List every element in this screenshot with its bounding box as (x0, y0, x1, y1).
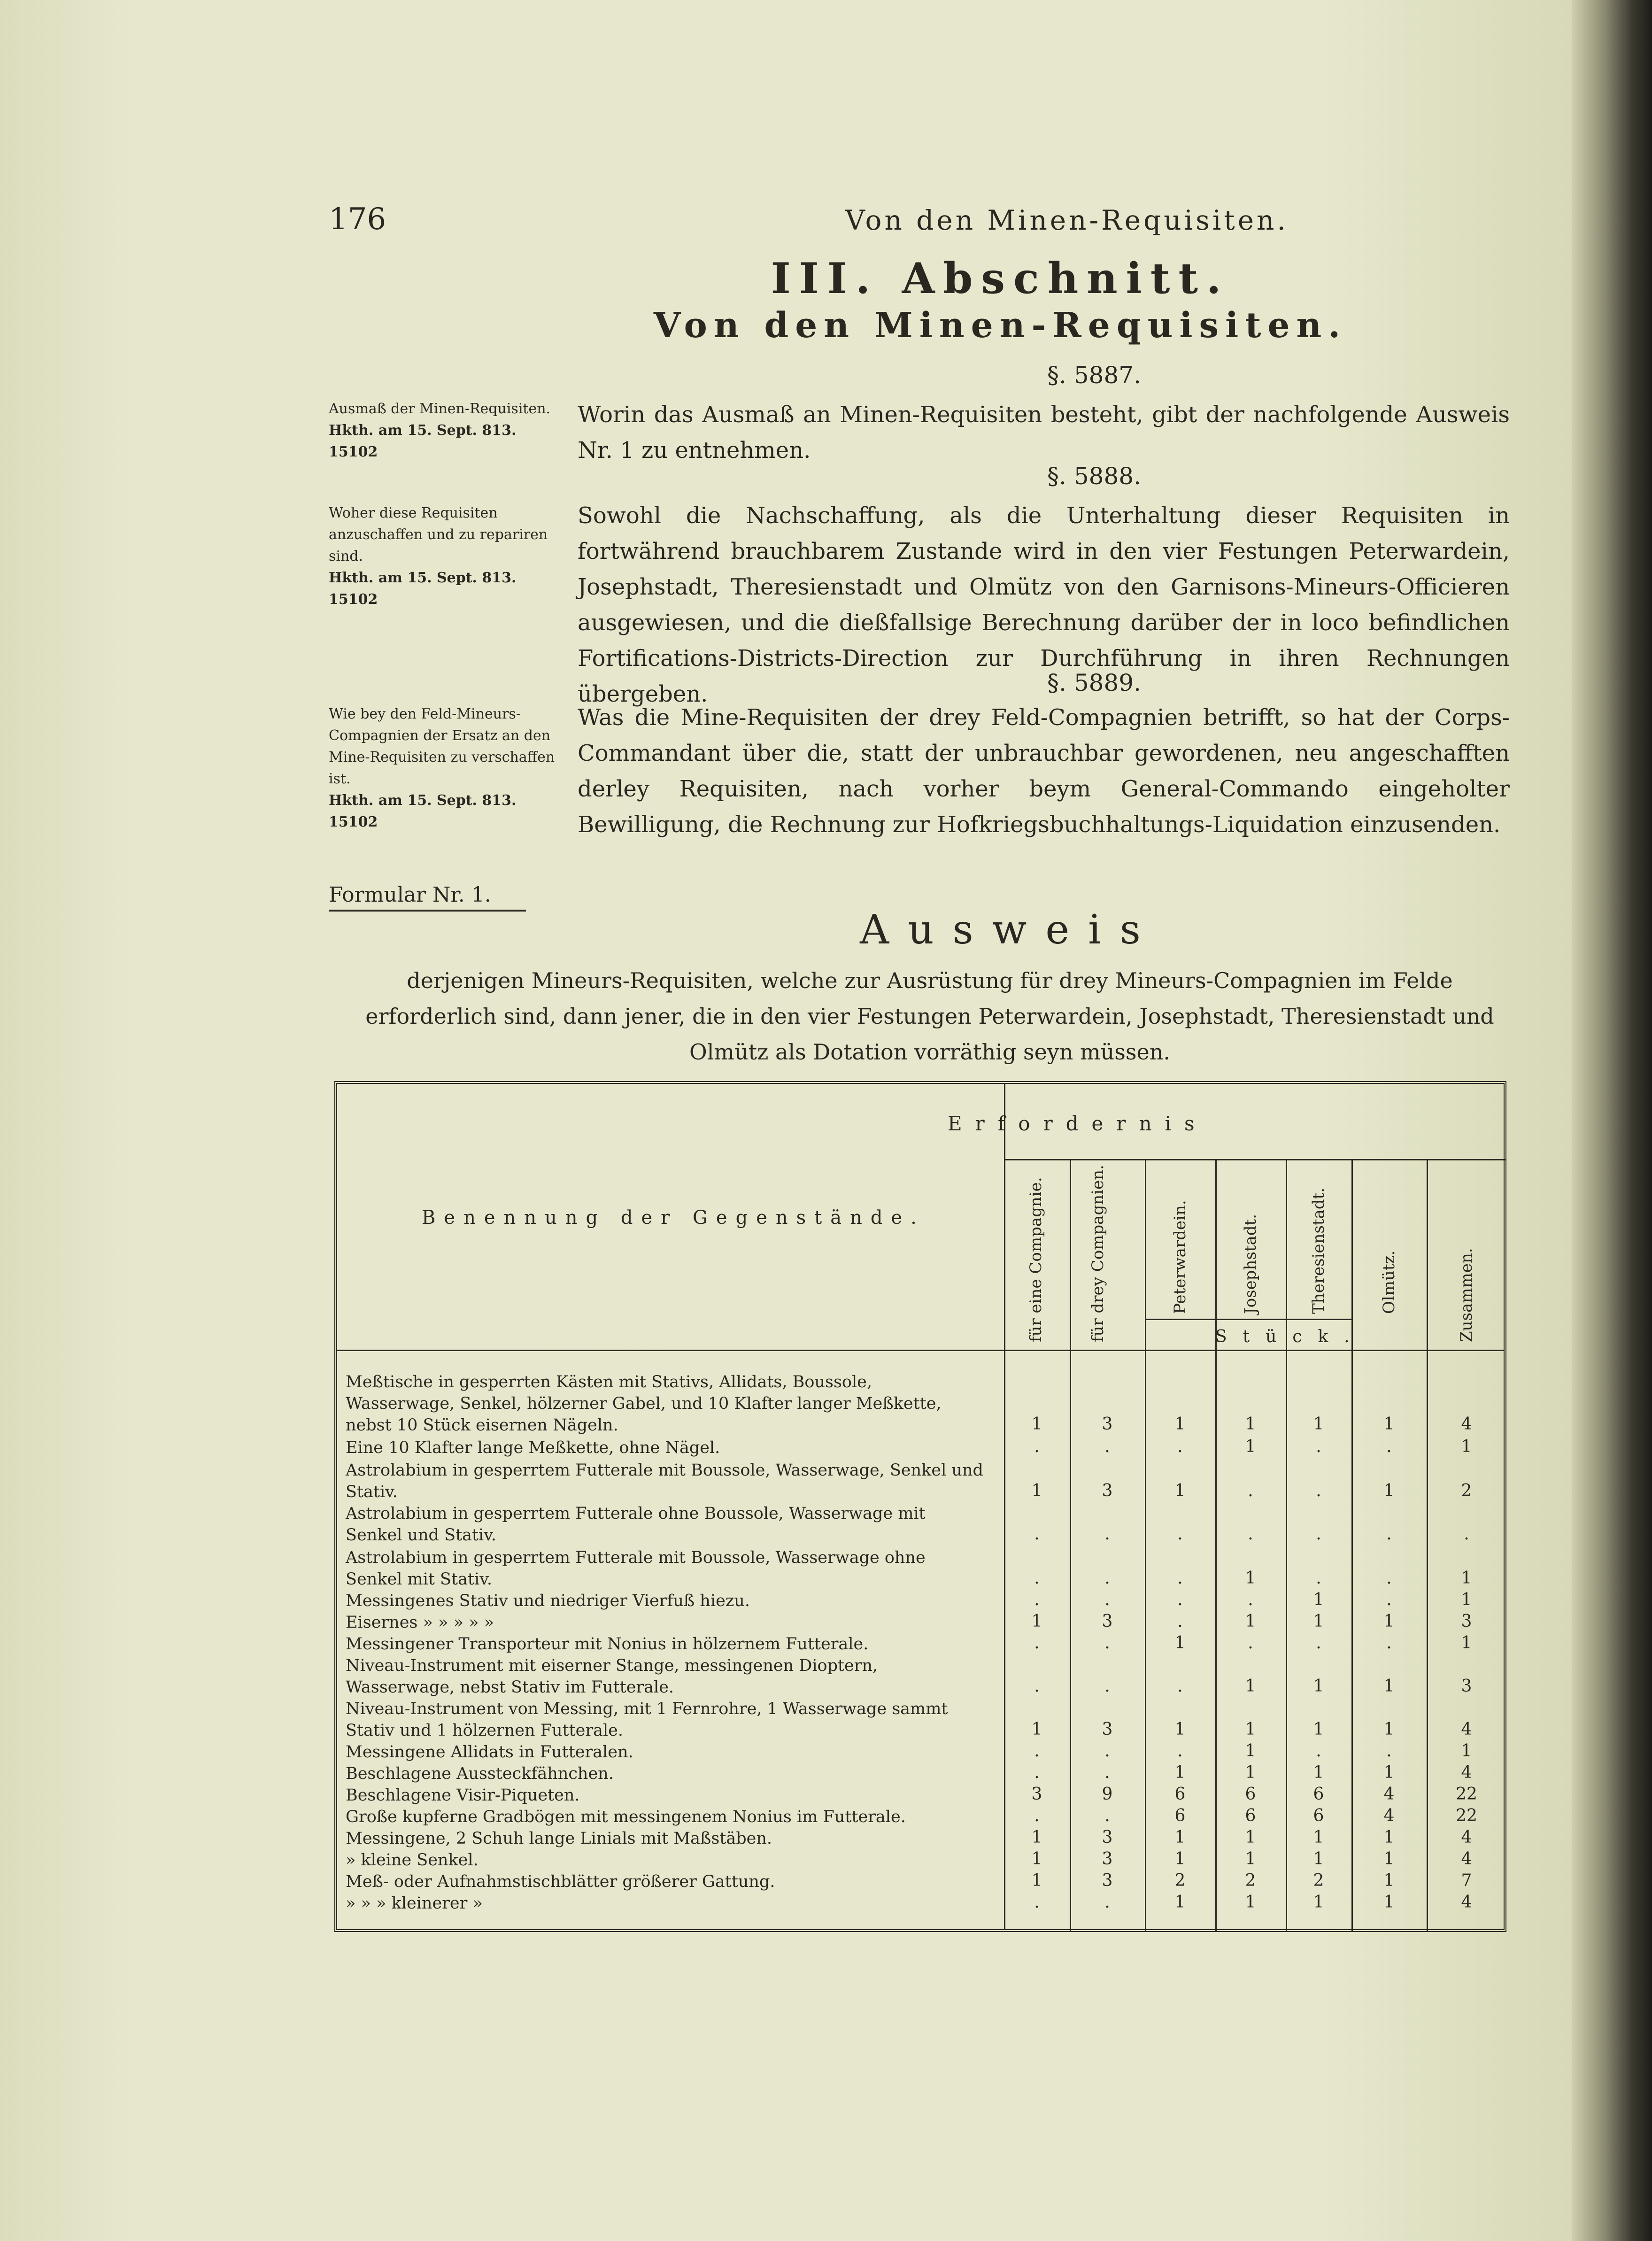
row-label: Große kupferne Gradbögen mit messingenem Nonius im Futterale. (346, 1808, 906, 1826)
row-value: . (1034, 1763, 1040, 1782)
row-value: 1 (1313, 1763, 1324, 1782)
row-value: 1 (1174, 1828, 1186, 1847)
col-header: Zusammen. (1457, 1248, 1476, 1342)
row-label: » » » kleinerer » (346, 1894, 483, 1913)
row-value: 1 (1383, 1677, 1395, 1696)
header-erfordernis: Erfordernis (948, 1112, 1208, 1135)
row-value: 2 (1461, 1481, 1472, 1500)
side-note-reference: Hkth. am 15. Sept. 813. 15102 (329, 792, 517, 830)
row-value: 1 (1383, 1763, 1395, 1782)
row-value: 6 (1245, 1806, 1256, 1825)
row-value: . (1386, 1590, 1392, 1609)
col-header: Olmütz. (1380, 1250, 1398, 1314)
row-value: 1 (1245, 1677, 1256, 1696)
row-value: 3 (1102, 1481, 1113, 1500)
col-divider (1215, 1159, 1217, 1932)
row-value: 1 (1313, 1677, 1324, 1696)
row-value: . (1177, 1612, 1183, 1631)
header-rule (337, 1350, 1504, 1351)
row-value: . (1104, 1524, 1110, 1544)
row-value: 6 (1313, 1785, 1324, 1804)
row-value: . (1316, 1569, 1321, 1588)
row-value: 1 (1383, 1828, 1395, 1847)
section-title: III. Abschnitt. (771, 254, 1230, 303)
paragraph-text: Sowohl die Nachschaffung, als die Unterhaltung dieser Requisiten in fortwährend brauchbarem Zustande wird in den vier Festungen Peterwardein, Josephstadt, Theresienstadt und Olmütz von den Garnisons-Mineurs-Officieren ausgewiesen, und die dießfallsige Berechnung darüber der in loco befindlichen Fortifications-Districts-Direction zur Durchführung in ihren Rechnungen übergeben. (578, 502, 1510, 707)
row-value: 3 (1461, 1612, 1472, 1631)
row-value: . (1104, 1437, 1110, 1456)
row-value: . (1177, 1677, 1183, 1696)
row-value: . (1316, 1437, 1321, 1456)
side-note (329, 398, 564, 463)
row-value: . (1104, 1806, 1110, 1825)
row-value: . (1177, 1590, 1183, 1609)
col-header: für eine Compagnie. (1027, 1177, 1045, 1342)
row-value: 4 (1383, 1806, 1395, 1825)
row-value: 1 (1174, 1481, 1186, 1500)
row-value: . (1104, 1569, 1110, 1588)
row-value: 3 (1461, 1677, 1472, 1696)
requisites-table (334, 1081, 1506, 1932)
row-value: 1 (1031, 1720, 1042, 1739)
row-value: . (1034, 1633, 1040, 1653)
row-value: 1 (1313, 1414, 1324, 1434)
row-value: . (1034, 1677, 1040, 1696)
row-value: 1 (1245, 1763, 1256, 1782)
row-value: . (1386, 1524, 1392, 1544)
row-value: 1 (1461, 1437, 1472, 1456)
row-value: . (1104, 1741, 1110, 1761)
row-value: 1 (1383, 1612, 1395, 1631)
row-value: . (1034, 1590, 1040, 1609)
page-number: 176 (329, 202, 386, 237)
row-value: . (1034, 1437, 1040, 1456)
row-value: . (1104, 1677, 1110, 1696)
row-value: 1 (1245, 1437, 1256, 1456)
row-value: 4 (1383, 1785, 1395, 1804)
row-value: 1 (1245, 1720, 1256, 1739)
row-value: 6 (1313, 1806, 1324, 1825)
row-value: 1 (1174, 1720, 1186, 1739)
row-value: 1 (1313, 1720, 1324, 1739)
row-value: . (1386, 1437, 1392, 1456)
row-value: 1 (1031, 1414, 1042, 1434)
row-value: 1 (1245, 1828, 1256, 1847)
side-note-text: Ausmaß der Minen-Requisiten. (329, 401, 551, 417)
row-value: 3 (1102, 1720, 1113, 1739)
col-divider (1145, 1159, 1146, 1932)
row-value: . (1034, 1524, 1040, 1544)
row-value: 1 (1174, 1414, 1186, 1434)
col-divider (1427, 1159, 1428, 1932)
row-value: . (1248, 1481, 1253, 1500)
col-divider (1351, 1159, 1353, 1932)
section-subtitle: Von den Minen-Requisiten. (653, 305, 1347, 346)
row-value: 6 (1174, 1806, 1186, 1825)
row-value: . (1177, 1524, 1183, 1544)
side-note-reference: Hkth. am 15. Sept. 813. 15102 (329, 422, 517, 460)
row-value: 1 (1174, 1849, 1186, 1869)
table-divider (1004, 1084, 1005, 1929)
row-value: 7 (1461, 1871, 1472, 1890)
col-header: Theresienstadt. (1309, 1187, 1328, 1314)
row-value: 3 (1102, 1414, 1113, 1434)
row-value: 2 (1174, 1871, 1186, 1890)
row-label: » kleine Senkel. (346, 1851, 479, 1870)
paragraph-text: Worin das Ausmaß an Minen-Requisiten besteht, gibt der nachfolgende Ausweis Nr. 1 zu entnehmen. (578, 402, 1510, 464)
col-divider (1070, 1159, 1071, 1932)
side-note (329, 703, 564, 833)
row-value: 1 (1383, 1414, 1395, 1434)
row-value: . (1177, 1437, 1183, 1456)
side-note-text: Woher diese Requisiten anzuschaffen und zu repariren sind. (329, 505, 548, 564)
row-value: 1 (1031, 1481, 1042, 1500)
row-value: 1 (1245, 1849, 1256, 1869)
row-value: . (1316, 1633, 1321, 1653)
row-label: Messingene, 2 Schuh lange Linials mit Maßstäben. (346, 1829, 772, 1848)
row-value: . (1104, 1893, 1110, 1912)
row-value: 2 (1313, 1871, 1324, 1890)
book-binding (1572, 0, 1652, 2241)
row-value: . (1316, 1741, 1321, 1761)
side-note (329, 502, 564, 610)
row-value: 3 (1102, 1871, 1113, 1890)
row-value: 4 (1461, 1763, 1472, 1782)
row-label: Meß- oder Aufnahmstischblätter größerer Gattung. (346, 1872, 775, 1891)
row-value: 1 (1174, 1763, 1186, 1782)
row-value: . (1316, 1481, 1321, 1500)
row-value: 1 (1174, 1893, 1186, 1912)
header-benennung: Benennung der Gegenstände. (422, 1207, 925, 1229)
row-value: 1 (1245, 1741, 1256, 1761)
row-value: 1 (1383, 1849, 1395, 1869)
row-label: Eisernes » » » » » (346, 1613, 494, 1632)
row-value: 1 (1031, 1612, 1042, 1631)
row-value: 1 (1383, 1871, 1395, 1890)
row-label: Meßtische in gesperrten Kästen mit Stativs, Allidats, Boussole, Wasserwage, Senkel, hölzerner Gabel, und 10 Klafter langer Meßkette, nebst 10 Stück eisernen Nägeln. (346, 1373, 942, 1435)
row-value: 9 (1102, 1785, 1113, 1804)
row-value: 1 (1313, 1893, 1324, 1912)
row-value: 3 (1031, 1785, 1042, 1804)
row-value: . (1104, 1763, 1110, 1782)
row-label: Astrolabium in gesperrtem Futterale ohne Boussole, Wasserwage mit Senkel und Stativ. (346, 1504, 926, 1545)
row-value: 22 (1456, 1806, 1477, 1825)
row-value: 1 (1383, 1481, 1395, 1500)
row-value: . (1248, 1590, 1253, 1609)
col-header: Peterwardein. (1171, 1200, 1189, 1314)
row-value: 1 (1383, 1720, 1395, 1739)
paragraph-text: Was die Mine-Requisiten der drey Feld-Compagnien betrifft, so hat der Corps-Commandant über die, statt der unbrauchbar gewordenen, neu angeschafften derley Requisiten, nach vorher beym General-Commando eingeholter Bewilligung, die Rechnung zur Hofkriegsbuchhaltungs-Liquidation einzusenden. (578, 704, 1510, 838)
col-divider (1286, 1159, 1287, 1932)
row-value: 1 (1245, 1612, 1256, 1631)
row-value: . (1104, 1590, 1110, 1609)
row-label: Messingenes Stativ und niedriger Vierfuß hiezu. (346, 1592, 750, 1610)
row-value: . (1386, 1741, 1392, 1761)
paragraph-number: §. 5889. (1047, 669, 1141, 696)
row-value: 1 (1313, 1828, 1324, 1847)
row-value: . (1316, 1524, 1321, 1544)
row-value: 1 (1031, 1871, 1042, 1890)
row-value: 2 (1245, 1871, 1256, 1890)
row-value: 1 (1461, 1633, 1472, 1653)
row-value: . (1177, 1569, 1183, 1588)
row-label: Beschlagene Visir-Piqueten. (346, 1786, 580, 1805)
row-value: 1 (1031, 1828, 1042, 1847)
row-value: 1 (1313, 1612, 1324, 1631)
erfordernis-rule (1004, 1159, 1506, 1160)
row-value: 1 (1313, 1590, 1324, 1609)
row-label: Astrolabium in gesperrtem Futterale mit Boussole, Wasserwage ohne Senkel mit Stativ. (346, 1548, 926, 1589)
row-value: . (1464, 1524, 1469, 1544)
row-value: 4 (1461, 1828, 1472, 1847)
row-value: . (1104, 1633, 1110, 1653)
row-value: 3 (1102, 1828, 1113, 1847)
row-value: . (1034, 1569, 1040, 1588)
row-value: 22 (1456, 1785, 1477, 1804)
row-label: Messingener Transporteur mit Nonius in hölzernem Futterale. (346, 1635, 869, 1654)
row-value: 6 (1174, 1785, 1186, 1804)
row-value: . (1386, 1633, 1392, 1653)
stueck-rule (1145, 1319, 1351, 1320)
row-value: . (1177, 1741, 1183, 1761)
row-label: Niveau-Instrument von Messing, mit 1 Fernrohre, 1 Wasserwage sammt Stativ und 1 hölzernen Futterale. (346, 1700, 948, 1740)
row-value: 3 (1102, 1612, 1113, 1631)
running-head: Von den Minen-Requisiten. (845, 204, 1289, 236)
row-value: . (1034, 1893, 1040, 1912)
ausweis-description: derjenigen Mineurs-Requisiten, welche zur Ausrüstung für drey Mineurs-Compagnien im Felde erforderlich sind, dann jener, die in den vier Festungen Peterwardein, Josephstadt, Theresienstadt und Olmütz als Dotation vorräthig seyn müssen. (365, 968, 1494, 1065)
row-value: 1 (1383, 1893, 1395, 1912)
ausweis-title: Ausweis (860, 906, 1159, 953)
row-value: 1 (1461, 1741, 1472, 1761)
row-value: 1 (1313, 1849, 1324, 1869)
col-header: Josephstadt. (1241, 1214, 1260, 1314)
row-label: Eine 10 Klafter lange Meßkette, ohne Nägel. (346, 1438, 720, 1457)
side-note-text: Wie bey den Feld-Mineurs-Compagnien der Ersatz an den Mine-Requisiten zu verschaffen ist. (329, 706, 555, 787)
row-value: 1 (1174, 1633, 1186, 1653)
formular-label: Formular Nr. 1. (329, 883, 526, 912)
row-value: 1 (1245, 1569, 1256, 1588)
row-value: 1 (1031, 1849, 1042, 1869)
row-value: 3 (1102, 1849, 1113, 1869)
row-label: Messingene Allidats in Futteralen. (346, 1743, 633, 1762)
row-value: . (1248, 1633, 1253, 1653)
row-value: 4 (1461, 1893, 1472, 1912)
row-value: 1 (1461, 1590, 1472, 1609)
col-header: für drey Compagnien. (1088, 1165, 1107, 1342)
row-value: 4 (1461, 1720, 1472, 1739)
row-value: . (1248, 1524, 1253, 1544)
row-value: . (1386, 1569, 1392, 1588)
row-value: 1 (1245, 1893, 1256, 1912)
row-value: 1 (1245, 1414, 1256, 1434)
row-label: Astrolabium in gesperrtem Futterale mit Boussole, Wasserwage, Senkel und Stativ. (346, 1461, 983, 1501)
row-value: . (1034, 1741, 1040, 1761)
paragraph-number: §. 5887. (1047, 362, 1141, 389)
row-label: Niveau-Instrument mit eiserner Stange, messingenen Dioptern, Wasserwage, nebst Stativ im Futterale. (346, 1656, 878, 1697)
row-value: 1 (1461, 1569, 1472, 1588)
paragraph-number: §. 5888. (1047, 463, 1141, 490)
header-stueck: Stück. (1215, 1327, 1366, 1346)
row-label: Beschlagene Aussteckfähnchen. (346, 1764, 614, 1783)
row-value: 4 (1461, 1849, 1472, 1869)
row-value: 4 (1461, 1414, 1472, 1434)
row-value: 6 (1245, 1785, 1256, 1804)
side-note-reference: Hkth. am 15. Sept. 813. 15102 (329, 570, 517, 608)
row-value: . (1034, 1806, 1040, 1825)
